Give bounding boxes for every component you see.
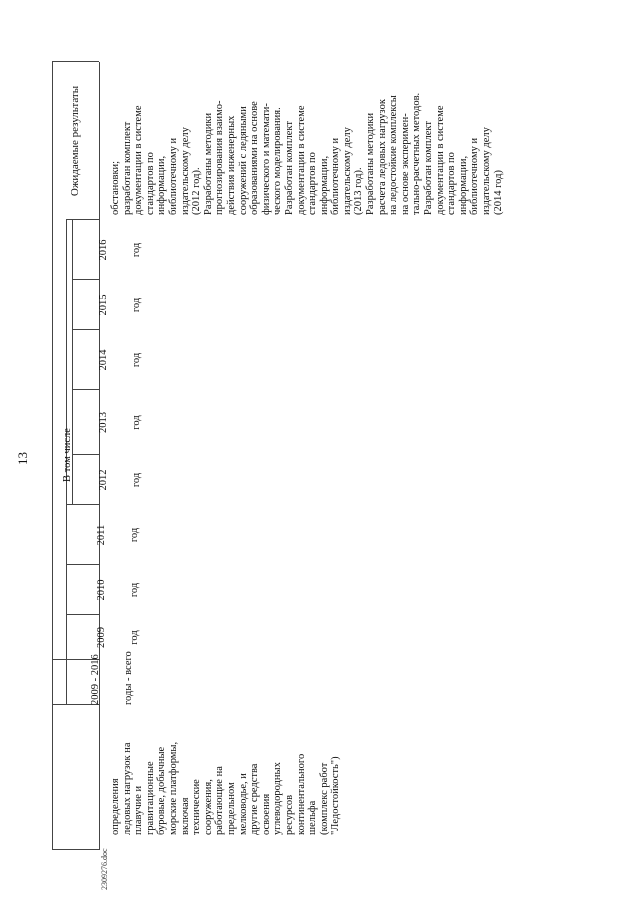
year-label: год <box>131 242 142 258</box>
year-label: год <box>131 352 142 368</box>
row-results-line: документации в системе <box>434 105 446 215</box>
row-results-line: стандартов по <box>446 152 458 215</box>
row-results-line: Разработаны методики <box>202 112 214 215</box>
year-number: 2015 <box>98 294 109 316</box>
header-total-years: 2009 - 2016 <box>90 654 101 705</box>
row-expected-results-cell <box>110 65 504 215</box>
year-label: год <box>131 472 142 488</box>
year-label: год <box>131 297 142 313</box>
row-results-line: документации в системе <box>133 105 145 215</box>
header-year-2009 <box>74 615 162 660</box>
row-results-line: Разработан комплект <box>423 121 435 215</box>
table-top-border <box>52 62 53 850</box>
row-name-line: "Ледостойкость") <box>330 756 342 835</box>
header-year-2010 <box>74 565 162 615</box>
year-number: 2010 <box>96 579 107 601</box>
row-results-line: образованиями на основе <box>249 101 261 215</box>
year-number: 2011 <box>96 524 107 546</box>
row-name-line: морские платформы, <box>167 741 179 835</box>
header-year-2011 <box>74 505 162 565</box>
year-label: год <box>131 415 142 430</box>
row-name-line: плавучие и <box>133 785 145 835</box>
row-results-line: прогнозирования взаимо- <box>214 100 226 215</box>
row-results-line: обстановки; <box>110 160 121 215</box>
row-results-line: стандартов по <box>307 152 319 215</box>
row-results-line: физического и математи- <box>260 103 272 215</box>
table-left-border <box>52 849 99 850</box>
row-name-line: освоения <box>260 793 272 835</box>
row-name-line: работающие на <box>214 766 226 835</box>
row-results-line: стандартов по <box>144 152 156 215</box>
row-results-line: библиотечному и <box>469 137 481 215</box>
row-results-line: издательскому делу <box>179 127 191 215</box>
header-year-2012 <box>76 455 164 505</box>
row-results-line: библиотечному и <box>167 137 179 215</box>
header-total-label: годы - всего <box>123 651 134 705</box>
row-results-line: библиотечному и <box>330 137 342 215</box>
row-results-line: (2012 год). <box>191 167 203 215</box>
row-name-line: буровые, добычные <box>156 746 168 835</box>
row-name-line: сооружения, <box>202 779 214 835</box>
row-name-line: континентального <box>295 753 307 835</box>
header-expected-results: Ожидаемые результаты <box>69 85 81 197</box>
row-name-line: предельном <box>225 782 237 835</box>
row-results-line: (2014 год) <box>492 170 504 215</box>
header-year-2013 <box>76 390 164 455</box>
row-name-line: технические <box>191 779 203 835</box>
row-name-line: другие средства <box>249 763 261 835</box>
row-results-line: разработан комплект <box>121 121 133 215</box>
row-results-line: ческого моделирования. <box>272 107 284 215</box>
document-footer-filename: 2309276.doc <box>100 848 109 890</box>
year-number: 2014 <box>98 349 109 371</box>
row-results-line: издательскому делу <box>481 127 492 215</box>
row-results-line: сооружений с ледяными <box>237 106 249 215</box>
row-name-line: гравитационные <box>144 761 156 835</box>
row-results-line: (2013 год). <box>353 167 365 215</box>
header-year-2014 <box>76 330 164 390</box>
row-results-line: информации, <box>318 155 330 215</box>
header-subgroup-title: В том числе <box>62 428 73 482</box>
year-number: 2012 <box>98 469 109 491</box>
row-results-line: издательскому делу <box>341 127 353 215</box>
row-results-line: действия инженерных <box>225 115 237 215</box>
page-number: 13 <box>15 452 30 465</box>
row-name-cell <box>110 695 342 835</box>
row-results-line: Разработаны методики <box>365 112 377 215</box>
year-label: год <box>129 582 140 598</box>
row-name-line: определения <box>110 778 121 835</box>
year-number: 2016 <box>98 239 109 261</box>
row-name-line: углеводородных <box>272 762 284 835</box>
row-name-line: ресурсов <box>283 794 295 835</box>
row-name-line: ледовых нагрузок на <box>121 742 133 835</box>
row-results-line: информации, <box>156 155 168 215</box>
row-results-line: документации в системе <box>295 105 307 215</box>
row-name-line: мелководье, и <box>237 773 249 835</box>
row-results-line: информации, <box>457 155 469 215</box>
header-year-2015 <box>76 280 164 330</box>
header-year-2016 <box>76 220 164 280</box>
year-label: год <box>129 527 140 543</box>
row-name-line: (комплекс работ <box>318 762 330 835</box>
year-label: год <box>129 630 140 645</box>
row-results-line: на основе эксперимен- <box>399 113 411 215</box>
row-results-line: Разработан комплект <box>283 121 295 215</box>
row-results-line: тально-расчетных методов. <box>411 92 423 215</box>
row-results-line: расчета ледовых нагрузок <box>376 99 388 215</box>
row-results-line: на ледостойкие комплексы <box>388 95 400 215</box>
year-number: 2009 <box>96 627 107 648</box>
row-name-line: шельфа <box>307 800 319 835</box>
row-name-line: включая <box>179 797 191 835</box>
year-number: 2013 <box>98 412 109 433</box>
